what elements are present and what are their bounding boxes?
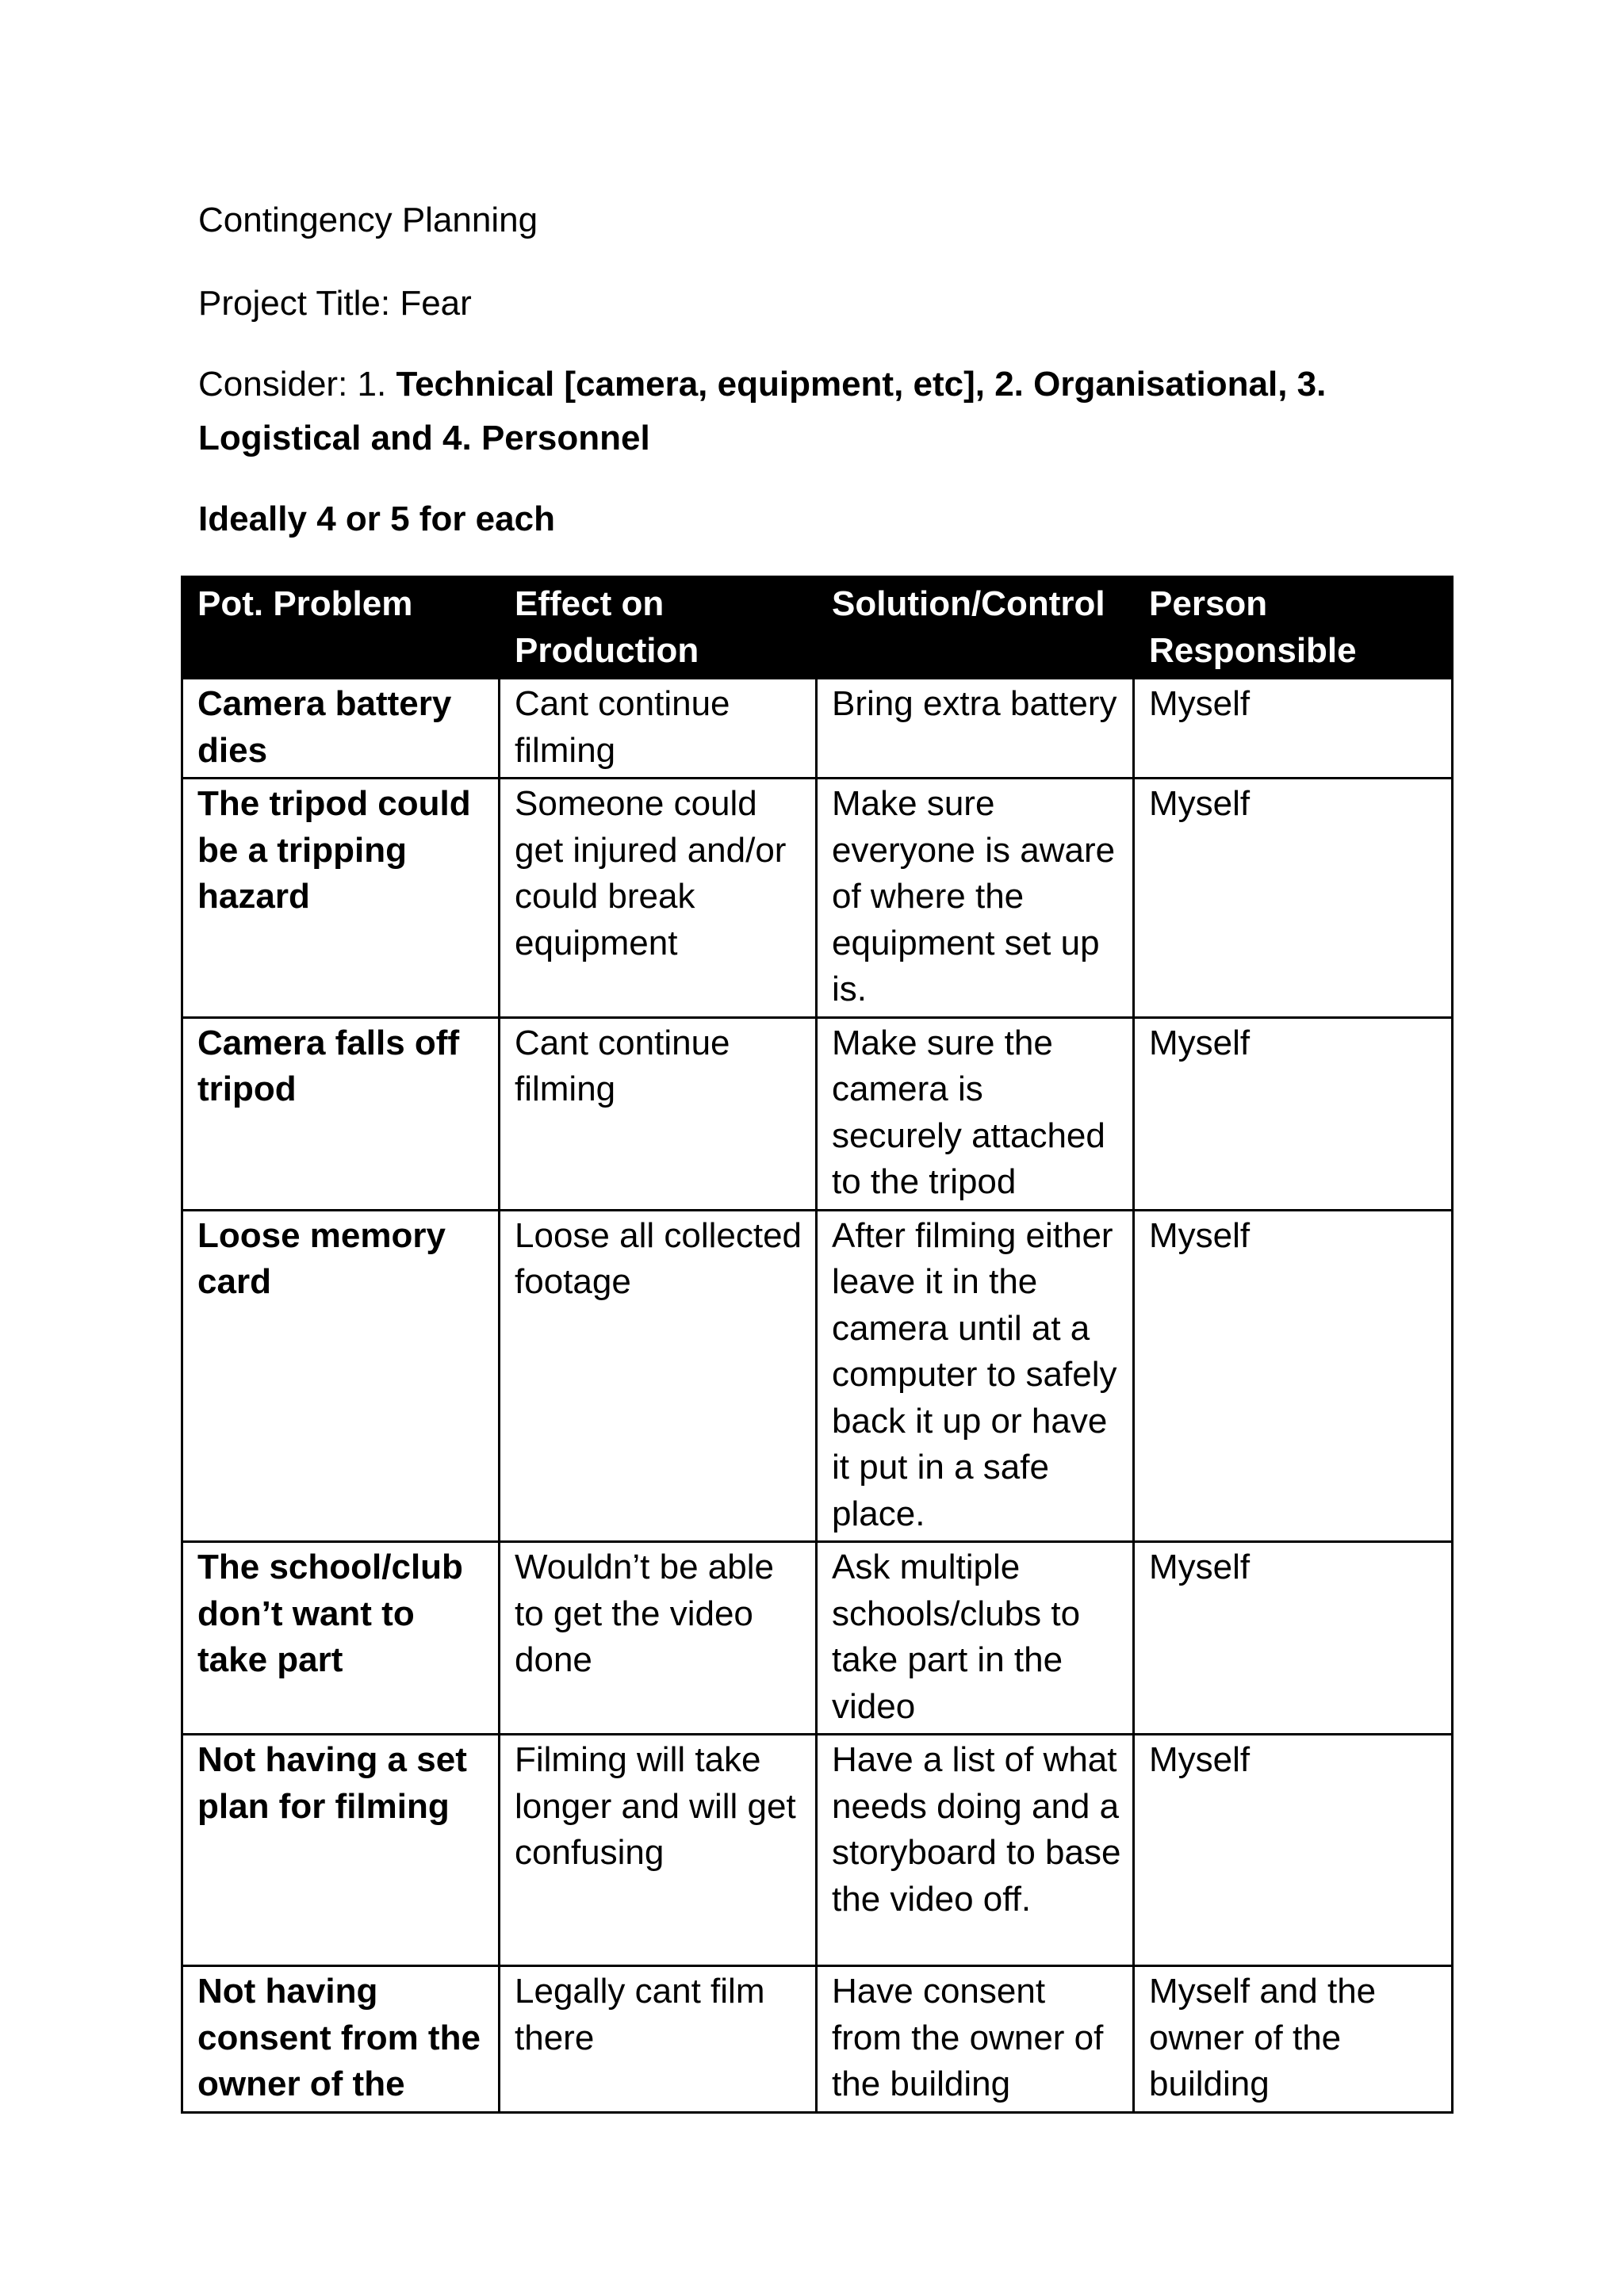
table-row [182,779,1453,1018]
table-row [182,1017,1453,1210]
header-solution-control: Solution/Control [817,578,1134,679]
document-title: Contingency Planning [198,201,538,239]
cell-person: Myself [1134,779,1453,1018]
cell-solution: Ask multiple schools/clubs to take part in the video [817,1542,1134,1735]
table-row [182,679,1453,779]
table-row [182,1735,1453,1966]
consider-prefix: Consider: 1. [198,365,387,404]
cell-problem: The school/club don’t want to take part [182,1542,500,1735]
cell-problem: Camera battery dies [182,679,500,779]
cell-solution: Make sure the camera is securely attached to the tripod [817,1017,1134,1210]
consider-line-1 [198,358,1326,411]
header-person-responsible: Person Responsible [1134,578,1453,679]
cell-solution: Have a list of what needs doing and a storyboard to base the video off. [817,1735,1134,1966]
table-row [182,1210,1453,1542]
project-title-line [198,277,472,330]
cell-person: Myself [1134,1017,1453,1210]
cell-solution: Make sure everyone is aware of where the equipment set up is. [817,779,1134,1018]
cell-person: Myself [1134,1735,1453,1966]
cell-person: Myself [1134,679,1453,779]
cell-problem: Camera falls off tripod [182,1017,500,1210]
cell-problem: Not having consent from the owner of the [182,1966,500,2113]
cell-problem: Loose memory card [182,1210,500,1542]
cell-effect: Legally cant film there [500,1966,817,2113]
cell-solution: After filming either leave it in the camera until at a computer to safely back it up or have it put in a safe place. [817,1210,1134,1542]
cell-effect: Wouldn’t be able to get the video done [500,1542,817,1735]
cell-effect: Filming will take longer and will get confusing [500,1735,817,1966]
table-row [182,1542,1453,1735]
cell-person: Myself [1134,1542,1453,1735]
consider-line-2: Logistical and 4. Personnel [198,419,650,457]
contingency-table [181,576,1454,2114]
cell-solution: Have consent from the owner of the building [817,1966,1134,2113]
project-title-value: Fear [400,284,472,323]
ideally-note: Ideally 4 or 5 for each [198,499,555,538]
cell-problem: Not having a set plan for filming [182,1735,500,1966]
cell-effect: Cant continue filming [500,679,817,779]
cell-person: Myself and the owner of the building [1134,1966,1453,2113]
table-header-row [182,578,1453,679]
cell-solution: Bring extra battery [817,679,1134,779]
cell-effect: Loose all collected footage [500,1210,817,1542]
cell-effect: Cant continue filming [500,1017,817,1210]
header-effect-on-production: Effect on Production [500,578,817,679]
cell-person: Myself [1134,1210,1453,1542]
header-pot-problem: Pot. Problem [182,578,500,679]
table-row [182,1966,1453,2113]
cell-problem: The tripod could be a tripping hazard [182,779,500,1018]
consider-categories-part1: Technical [camera, equipment, etc], 2. Organisational, 3. [396,365,1327,404]
project-title-label: Project Title: [198,284,391,323]
cell-effect: Someone could get injured and/or could break equipment [500,779,817,1018]
